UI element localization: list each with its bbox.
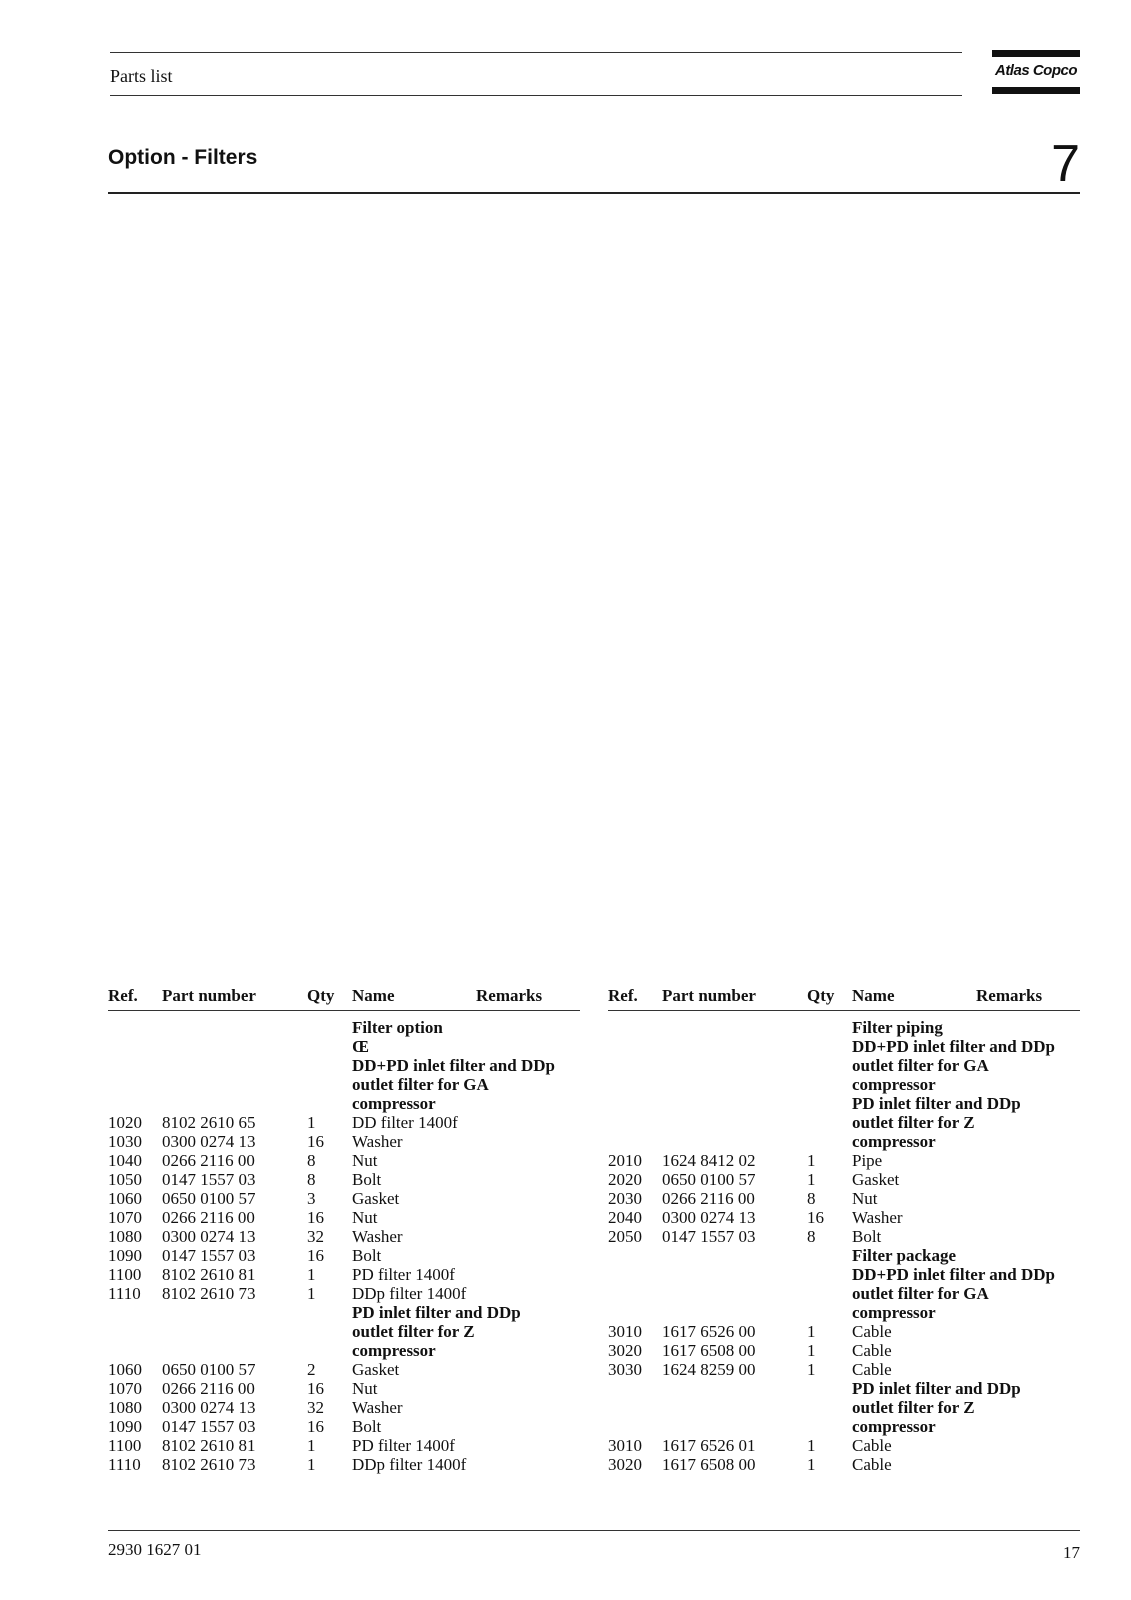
cell-name: outlet filter for GA bbox=[852, 1284, 989, 1303]
table-row bbox=[108, 1436, 580, 1455]
cell-name: Œ bbox=[352, 1037, 369, 1056]
cell-ref: 1020 bbox=[108, 1113, 142, 1132]
header-ref: Ref. bbox=[108, 986, 138, 1005]
cell-ref: 3030 bbox=[608, 1360, 642, 1379]
header-remarks: Remarks bbox=[476, 986, 543, 1005]
cell-name: Filter piping bbox=[852, 1018, 943, 1037]
table-row bbox=[608, 1455, 1080, 1474]
cell-part-number: 1617 6526 00 bbox=[662, 1322, 756, 1341]
table-row bbox=[608, 1170, 1080, 1189]
header-qty: Qty bbox=[307, 986, 335, 1005]
cell-name: outlet filter for Z bbox=[852, 1398, 975, 1417]
cell-name: outlet filter for Z bbox=[852, 1113, 975, 1132]
cell-ref: 1050 bbox=[108, 1170, 142, 1189]
page-number: 17 bbox=[1063, 1543, 1080, 1562]
cell-name: compressor bbox=[852, 1132, 936, 1151]
cell-qty: 1 bbox=[807, 1170, 816, 1189]
group-heading-row bbox=[608, 1075, 1080, 1094]
cell-part-number: 0266 2116 00 bbox=[162, 1151, 255, 1170]
cell-ref: 2010 bbox=[608, 1151, 642, 1170]
cell-ref: 3010 bbox=[608, 1322, 642, 1341]
cell-qty: 16 bbox=[307, 1132, 324, 1151]
cell-ref: 3020 bbox=[608, 1341, 642, 1360]
header-name: Name bbox=[352, 986, 395, 1005]
table-row bbox=[608, 1322, 1080, 1341]
section-title: Option - Filters bbox=[108, 146, 258, 169]
header-part-number: Part number bbox=[162, 986, 256, 1005]
cell-ref: 1090 bbox=[108, 1417, 142, 1436]
group-heading-row bbox=[108, 1322, 580, 1341]
cell-name: Bolt bbox=[352, 1246, 382, 1265]
table-header bbox=[108, 986, 580, 1011]
cell-qty: 1 bbox=[807, 1455, 816, 1474]
cell-name: Washer bbox=[852, 1208, 903, 1227]
cell-name: outlet filter for GA bbox=[352, 1075, 489, 1094]
group-heading-row bbox=[108, 1037, 580, 1056]
cell-part-number: 0266 2116 00 bbox=[662, 1189, 755, 1208]
group-heading-row bbox=[108, 1075, 580, 1094]
cell-part-number: 1624 8412 02 bbox=[662, 1151, 756, 1170]
header-name: Name bbox=[852, 986, 895, 1005]
footer-rule bbox=[108, 1530, 1080, 1531]
cell-qty: 32 bbox=[307, 1398, 324, 1417]
cell-name: compressor bbox=[352, 1341, 436, 1360]
cell-qty: 8 bbox=[807, 1189, 816, 1208]
cell-name: Gasket bbox=[352, 1360, 400, 1379]
cell-ref: 2020 bbox=[608, 1170, 642, 1189]
table-header bbox=[608, 986, 1080, 1011]
group-heading-row bbox=[108, 1018, 580, 1037]
cell-qty: 2 bbox=[307, 1360, 316, 1379]
cell-name: Bolt bbox=[352, 1417, 382, 1436]
table-row bbox=[108, 1398, 580, 1417]
cell-ref: 3010 bbox=[608, 1436, 642, 1455]
cell-name: DDp filter 1400f bbox=[352, 1455, 467, 1474]
cell-ref: 1070 bbox=[108, 1379, 142, 1398]
cell-part-number: 0300 0274 13 bbox=[162, 1227, 256, 1246]
table-row bbox=[608, 1189, 1080, 1208]
header-qty: Qty bbox=[807, 986, 835, 1005]
cell-part-number: 1617 6508 00 bbox=[662, 1455, 756, 1474]
header-top-rule bbox=[110, 52, 962, 53]
cell-part-number: 1617 6508 00 bbox=[662, 1341, 756, 1360]
document-number: 2930 1627 01 bbox=[108, 1540, 202, 1559]
parts-table-left bbox=[108, 986, 580, 1474]
table-row bbox=[108, 1417, 580, 1436]
cell-name: Cable bbox=[852, 1341, 892, 1360]
cell-ref: 1080 bbox=[108, 1227, 142, 1246]
table-row bbox=[108, 1132, 580, 1151]
group-heading-row bbox=[608, 1265, 1080, 1284]
table-row bbox=[108, 1246, 580, 1265]
cell-ref: 2030 bbox=[608, 1189, 642, 1208]
logo-text: Atlas Copco bbox=[994, 62, 1077, 79]
cell-name: Cable bbox=[852, 1436, 892, 1455]
cell-part-number: 1617 6526 01 bbox=[662, 1436, 756, 1455]
group-heading-row bbox=[108, 1094, 580, 1113]
cell-name: Bolt bbox=[852, 1227, 882, 1246]
cell-name: DD+PD inlet filter and DDp bbox=[852, 1265, 1055, 1284]
cell-qty: 16 bbox=[807, 1208, 824, 1227]
group-heading-row bbox=[608, 1132, 1080, 1151]
header-label: Parts list bbox=[110, 66, 173, 86]
cell-name: DD filter 1400f bbox=[352, 1113, 458, 1132]
cell-qty: 16 bbox=[307, 1417, 324, 1436]
cell-ref: 1070 bbox=[108, 1208, 142, 1227]
cell-qty: 1 bbox=[307, 1113, 316, 1132]
group-heading-row bbox=[608, 1246, 1080, 1265]
cell-name: compressor bbox=[352, 1094, 436, 1113]
table-body-left bbox=[108, 1011, 580, 1474]
cell-name: compressor bbox=[852, 1417, 936, 1436]
header-ref: Ref. bbox=[608, 986, 638, 1005]
cell-part-number: 8102 2610 81 bbox=[162, 1265, 256, 1284]
cell-name: Cable bbox=[852, 1360, 892, 1379]
cell-name: outlet filter for Z bbox=[352, 1322, 475, 1341]
cell-name: Gasket bbox=[852, 1170, 900, 1189]
cell-name: PD inlet filter and DDp bbox=[352, 1303, 521, 1322]
group-heading-row bbox=[608, 1398, 1080, 1417]
logo-bar-bottom bbox=[992, 87, 1080, 94]
group-heading-row bbox=[108, 1341, 580, 1360]
group-heading-row bbox=[608, 1018, 1080, 1037]
cell-qty: 1 bbox=[807, 1341, 816, 1360]
cell-qty: 1 bbox=[307, 1455, 316, 1474]
cell-ref: 1060 bbox=[108, 1189, 142, 1208]
table-row bbox=[608, 1151, 1080, 1170]
cell-name: DD+PD inlet filter and DDp bbox=[852, 1037, 1055, 1056]
cell-name: Washer bbox=[352, 1398, 403, 1417]
cell-ref: 1040 bbox=[108, 1151, 142, 1170]
cell-name: Cable bbox=[852, 1455, 892, 1474]
table-row bbox=[108, 1360, 580, 1379]
table-row bbox=[108, 1379, 580, 1398]
cell-part-number: 0650 0100 57 bbox=[162, 1360, 256, 1379]
cell-qty: 1 bbox=[307, 1436, 316, 1455]
cell-qty: 1 bbox=[807, 1322, 816, 1341]
table-row bbox=[108, 1284, 580, 1303]
table-row bbox=[108, 1455, 580, 1474]
cell-name: Nut bbox=[352, 1379, 378, 1398]
cell-ref: 1100 bbox=[108, 1436, 142, 1455]
group-heading-row bbox=[608, 1379, 1080, 1398]
cell-ref: 1080 bbox=[108, 1398, 142, 1417]
cell-ref: 1100 bbox=[108, 1265, 142, 1284]
cell-name: DDp filter 1400f bbox=[352, 1284, 467, 1303]
cell-part-number: 0266 2116 00 bbox=[162, 1208, 255, 1227]
cell-name: DD+PD inlet filter and DDp bbox=[352, 1056, 555, 1075]
cell-qty: 8 bbox=[307, 1151, 316, 1170]
section-number: 7 bbox=[1051, 135, 1080, 193]
header-bottom-rule bbox=[110, 95, 962, 96]
group-heading-row bbox=[608, 1417, 1080, 1436]
cell-ref: 1030 bbox=[108, 1132, 142, 1151]
table-row bbox=[608, 1360, 1080, 1379]
cell-part-number: 0147 1557 03 bbox=[162, 1246, 256, 1265]
cell-ref: 1060 bbox=[108, 1360, 142, 1379]
cell-qty: 16 bbox=[307, 1246, 324, 1265]
cell-part-number: 0650 0100 57 bbox=[162, 1189, 256, 1208]
table-row bbox=[608, 1227, 1080, 1246]
cell-name: Bolt bbox=[352, 1170, 382, 1189]
cell-qty: 16 bbox=[307, 1208, 324, 1227]
group-heading-row bbox=[608, 1284, 1080, 1303]
table-row bbox=[608, 1341, 1080, 1360]
cell-qty: 32 bbox=[307, 1227, 324, 1246]
brand-logo bbox=[992, 50, 1080, 94]
cell-part-number: 0300 0274 13 bbox=[162, 1398, 256, 1417]
group-heading-row bbox=[608, 1037, 1080, 1056]
cell-name: Cable bbox=[852, 1322, 892, 1341]
title-rule bbox=[108, 192, 1080, 194]
cell-name: Nut bbox=[352, 1151, 378, 1170]
cell-name: Nut bbox=[852, 1189, 878, 1208]
group-heading-row bbox=[108, 1303, 580, 1322]
table-row bbox=[108, 1151, 580, 1170]
cell-ref: 3020 bbox=[608, 1455, 642, 1474]
table-row bbox=[108, 1113, 580, 1132]
table-row bbox=[608, 1436, 1080, 1455]
cell-part-number: 0147 1557 03 bbox=[162, 1170, 256, 1189]
cell-ref: 2040 bbox=[608, 1208, 642, 1227]
cell-name: outlet filter for GA bbox=[852, 1056, 989, 1075]
cell-name: PD filter 1400f bbox=[352, 1265, 455, 1284]
group-heading-row bbox=[608, 1113, 1080, 1132]
cell-name: Filter package bbox=[852, 1246, 957, 1265]
cell-qty: 1 bbox=[307, 1284, 316, 1303]
cell-part-number: 8102 2610 73 bbox=[162, 1455, 256, 1474]
table-row bbox=[108, 1208, 580, 1227]
table-row bbox=[108, 1227, 580, 1246]
cell-part-number: 1624 8259 00 bbox=[662, 1360, 756, 1379]
table-row bbox=[608, 1208, 1080, 1227]
cell-part-number: 0147 1557 03 bbox=[162, 1417, 256, 1436]
group-heading-row bbox=[608, 1094, 1080, 1113]
cell-part-number: 8102 2610 73 bbox=[162, 1284, 256, 1303]
cell-qty: 3 bbox=[307, 1189, 316, 1208]
cell-ref: 1110 bbox=[108, 1455, 141, 1474]
cell-part-number: 0300 0274 13 bbox=[662, 1208, 756, 1227]
cell-name: PD inlet filter and DDp bbox=[852, 1379, 1021, 1398]
cell-name: Washer bbox=[352, 1227, 403, 1246]
cell-part-number: 0147 1557 03 bbox=[662, 1227, 756, 1246]
cell-qty: 8 bbox=[307, 1170, 316, 1189]
cell-qty: 8 bbox=[807, 1227, 816, 1246]
cell-name: Washer bbox=[352, 1132, 403, 1151]
cell-name: compressor bbox=[852, 1303, 936, 1322]
table-body-right bbox=[608, 1011, 1080, 1474]
group-heading-row bbox=[108, 1056, 580, 1075]
logo-bar-top bbox=[992, 50, 1080, 57]
cell-ref: 2050 bbox=[608, 1227, 642, 1246]
cell-name: compressor bbox=[852, 1075, 936, 1094]
table-row bbox=[108, 1189, 580, 1208]
cell-name: Gasket bbox=[352, 1189, 400, 1208]
header-remarks: Remarks bbox=[976, 986, 1043, 1005]
cell-ref: 1090 bbox=[108, 1246, 142, 1265]
group-heading-row bbox=[608, 1303, 1080, 1322]
cell-name: Pipe bbox=[852, 1151, 883, 1170]
table-row bbox=[108, 1265, 580, 1284]
group-heading-row bbox=[608, 1056, 1080, 1075]
header-part-number: Part number bbox=[662, 986, 756, 1005]
cell-part-number: 8102 2610 65 bbox=[162, 1113, 256, 1132]
cell-part-number: 0650 0100 57 bbox=[662, 1170, 756, 1189]
table-row bbox=[108, 1170, 580, 1189]
cell-qty: 16 bbox=[307, 1379, 324, 1398]
cell-ref: 1110 bbox=[108, 1284, 141, 1303]
cell-qty: 1 bbox=[807, 1360, 816, 1379]
cell-name: Nut bbox=[352, 1208, 378, 1227]
cell-qty: 1 bbox=[807, 1151, 816, 1170]
cell-name: PD filter 1400f bbox=[352, 1436, 455, 1455]
cell-part-number: 0266 2116 00 bbox=[162, 1379, 255, 1398]
cell-qty: 1 bbox=[807, 1436, 816, 1455]
cell-part-number: 8102 2610 81 bbox=[162, 1436, 256, 1455]
cell-name: Filter option bbox=[352, 1018, 443, 1037]
parts-table-right bbox=[608, 986, 1080, 1474]
cell-name: PD inlet filter and DDp bbox=[852, 1094, 1021, 1113]
cell-qty: 1 bbox=[307, 1265, 316, 1284]
cell-part-number: 0300 0274 13 bbox=[162, 1132, 256, 1151]
